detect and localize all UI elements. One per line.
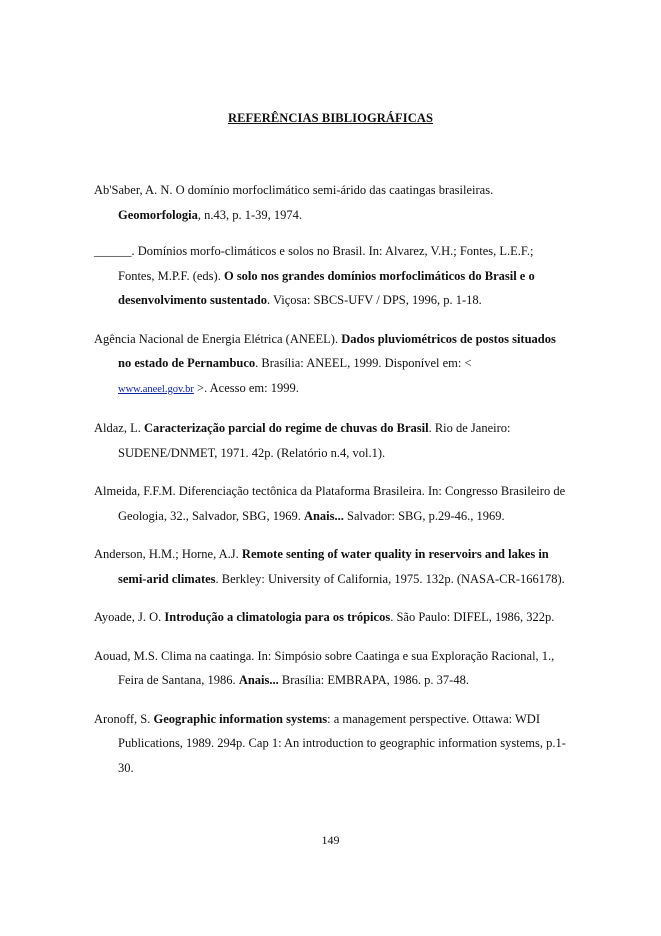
reference-text: Ab'Saber, A. N. O domínio morfoclimático semi-árido das caatingas brasileiras.	[94, 183, 494, 197]
reference-text: . Brasília: ANEEL, 1999. Disponível em: <	[255, 356, 472, 370]
reference-title: Geomorfologia	[118, 207, 198, 222]
reference-title: O solo nos grandes domínios morfoclimáticos do Brasil e o desenvolvimento sustentado	[118, 268, 535, 307]
reference-text: Aronoff, S.	[94, 711, 154, 726]
reference-entry	[94, 542, 566, 591]
reference-title: Introdução a climatologia para os trópicos	[164, 610, 391, 624]
reference-text: . Viçosa: SBCS-UFV / DPS, 1996, p. 1-18.	[266, 293, 482, 307]
reference-entry	[94, 239, 566, 313]
reference-title: Dados pluviométricos de postos situados no estado de Pernambuco	[118, 331, 556, 370]
reference-text: Ayoade, J. O.	[94, 610, 165, 624]
reference-text: Almeida, F.F.M. Diferenciação tectônica da Plataforma Brasileira. In: Congresso Brasileiro de Geologia, 32., Salvador, SBG, 1969.	[94, 484, 566, 523]
reference-title: Anais...	[303, 508, 344, 523]
reference-entry	[94, 605, 566, 630]
reference-text: : a management perspective. Ottawa: WDI Publications, 1989. 294p. Cap 1: An introduction to geographic information systems, p.1-30.	[118, 711, 566, 775]
reference-text: . Rio de Janeiro: SUDENE/DNMET, 1971. 42p. (Relatório n.4, vol.1).	[118, 421, 511, 460]
reference-text: ______. Domínios morfo-climáticos e solos no Brasil. In: Alvarez, V.H.; Fontes, L.E.F.; Fontes, M.P.F. (eds).	[94, 244, 534, 283]
reference-text: . Berkley: University of California, 1975. 132p. (NASA-CR-166178).	[215, 571, 565, 586]
reference-text: Brasília: EMBRAPA, 1986. p. 37-48.	[278, 673, 469, 687]
reference-entry	[94, 479, 566, 528]
reference-title: Anais...	[238, 673, 279, 687]
reference-text: Aldaz, L.	[94, 421, 144, 435]
reference-text: . São Paulo: DIFEL, 1986, 322p.	[390, 610, 555, 624]
reference-text: Aouad, M.S. Clima na caatinga. In: Simpósio sobre Caatinga e sua Exploração Racional, 1., Feira de Santana, 1986.	[94, 648, 555, 687]
reference-title: Remote senting of water quality in reservoirs and lakes in semi-arid climates	[118, 547, 549, 586]
reference-title: Caracterização parcial do regime de chuvas do Brasil	[143, 421, 429, 435]
reference-entry	[94, 327, 566, 403]
reference-entry	[94, 416, 566, 465]
reference-text: >. Acesso em: 1999.	[193, 380, 299, 395]
website-link[interactable]: www.aneel.gov.br	[118, 383, 194, 395]
reference-entry	[94, 644, 566, 693]
reference-text: Salvador: SBG, p.29-46., 1969.	[343, 508, 505, 523]
reference-entry	[94, 178, 566, 227]
reference-text: Agência Nacional de Energia Elétrica (ANEEL).	[94, 331, 342, 346]
page-number: 149	[321, 833, 340, 847]
reference-entry	[94, 707, 566, 781]
page-title: REFERÊNCIAS BIBLIOGRÁFICAS	[227, 111, 434, 125]
reference-text: , n.43, p. 1-39, 1974.	[197, 207, 303, 222]
reference-text: Anderson, H.M.; Horne, A.J.	[94, 547, 242, 561]
reference-list	[94, 178, 566, 794]
reference-title: Geographic information systems	[153, 711, 328, 726]
